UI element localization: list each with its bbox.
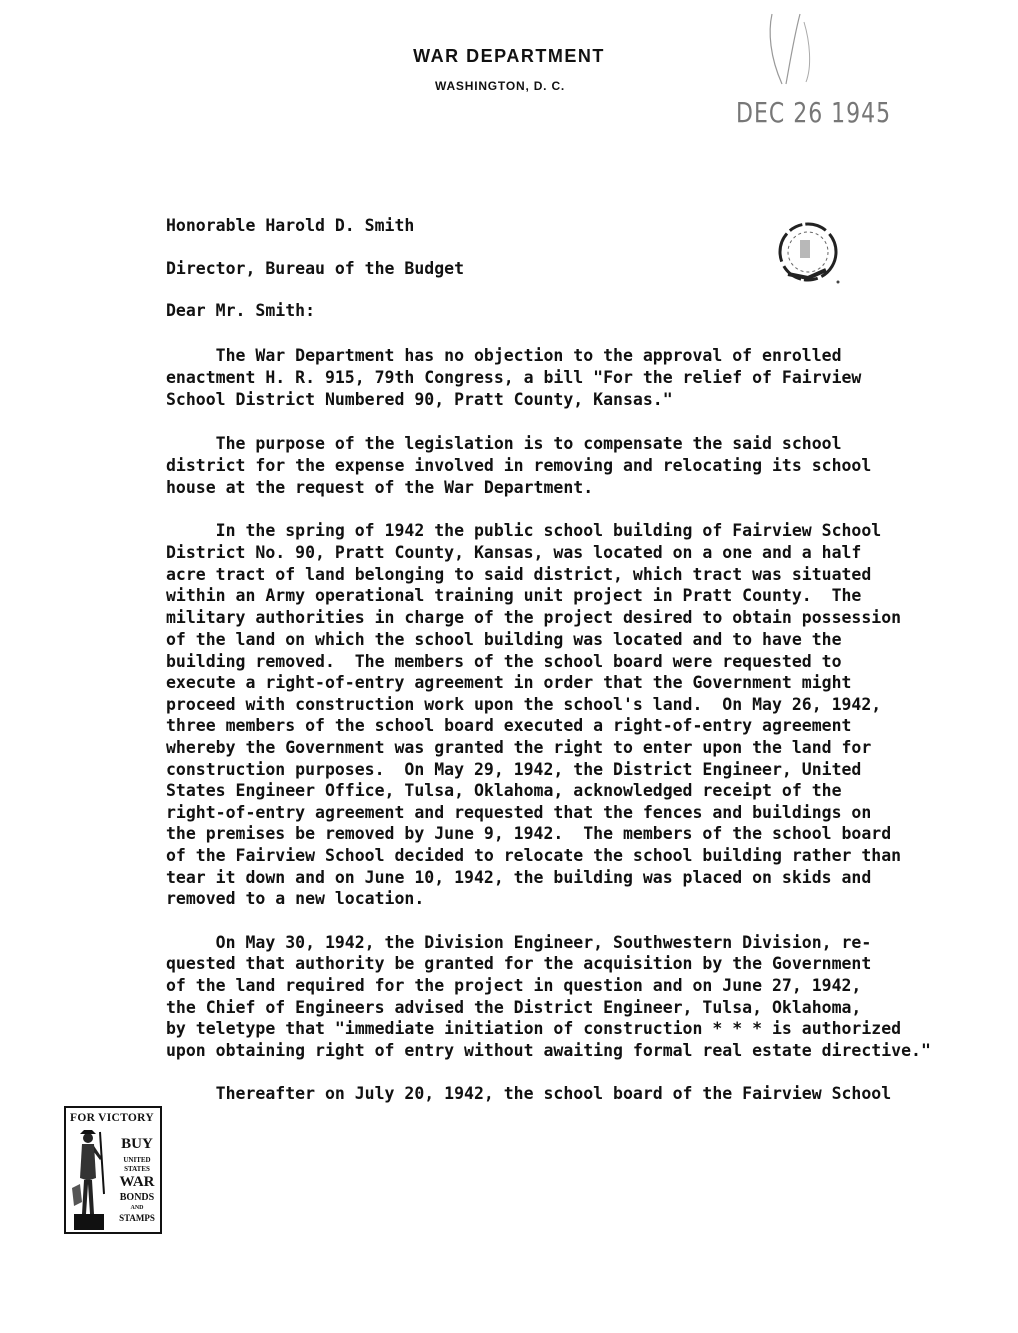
body-line: The purpose of the legislation is to compensate the said school <box>166 434 842 453</box>
body-line: On May 30, 1942, the Division Engineer, Southwestern Division, re- <box>166 933 872 952</box>
body-line: The War Department has no objection to the approval of enrolled <box>166 346 842 365</box>
body-line: within an Army operational training unit project in Pratt County. The <box>166 586 862 605</box>
victory-stamps: STAMPS <box>119 1213 155 1223</box>
minuteman-soldier-icon <box>70 1128 108 1232</box>
victory-states: STATES <box>124 1165 150 1173</box>
body-line: quested that authority be granted for the acquisition by the Government <box>166 954 872 973</box>
body-line: of the Fairview School decided to relocate the school building rather than <box>166 846 902 865</box>
body-line: the Chief of Engineers advised the District Engineer, Tulsa, Oklahoma, <box>166 998 862 1017</box>
date-received-stamp: DEC 26 1945 <box>736 98 892 130</box>
letterhead-location: WASHINGTON, D. C. <box>435 79 566 93</box>
victory-and: AND <box>130 1205 144 1211</box>
body-line: house at the request of the War Department. <box>166 478 594 497</box>
body-line: In the spring of 1942 the public school building of Fairview School <box>166 521 882 540</box>
body-line: upon obtaining right of entry without awaiting formal real estate directive." <box>166 1041 931 1060</box>
body-line: military authorities in charge of the project desired to obtain possession <box>166 608 902 627</box>
body-line: enactment H. R. 915, 79th Congress, a bill "For the relief of Fairview <box>166 368 862 387</box>
body-line: proceed with construction work upon the school's land. On May 26, 1942, <box>166 695 882 714</box>
victory-war: WAR <box>119 1174 155 1190</box>
body-line: construction purposes. On May 29, 1942, the District Engineer, United <box>166 760 862 779</box>
victory-buy: BUY <box>121 1136 153 1152</box>
addressee-title-line: Director, Bureau of the Budget <box>166 259 465 278</box>
body-line: execute a right-of-entry agreement in order that the Government might <box>166 673 852 692</box>
body-line: building removed. The members of the school board were requested to <box>166 652 842 671</box>
salutation: Dear Mr. Smith: <box>166 301 316 320</box>
body-line: tear it down and on June 10, 1942, the building was placed on skids and <box>166 868 872 887</box>
victory-bonds: BONDS <box>119 1192 155 1203</box>
body-line: removed to a new location. <box>166 889 425 908</box>
body-line: School District Numbered 90, Pratt County, Kansas." <box>166 390 673 409</box>
victory-united: UNITED <box>123 1156 151 1164</box>
body-line: of the land on which the school building was located and to have the <box>166 630 842 649</box>
body-line: three members of the school board executed a right-of-entry agreement <box>166 716 852 735</box>
victory-heading: FOR VICTORY <box>70 1112 154 1124</box>
body-line: district for the expense involved in removing and relocating its school <box>166 456 872 475</box>
addressee-line: Honorable Harold D. Smith <box>166 216 415 235</box>
body-line: States Engineer Office, Tulsa, Oklahoma, acknowledged receipt of the <box>166 781 842 800</box>
body-line: of the land required for the project in question and on June 27, 1942, <box>166 976 862 995</box>
body-line: whereby the Government was granted the right to enter upon the land for <box>166 738 872 757</box>
body-line: by teletype that "immediate initiation of construction * * * is authorized <box>166 1019 902 1038</box>
body-line: acre tract of land belonging to said district, which tract was situated <box>166 565 872 584</box>
letterhead-title: WAR DEPARTMENT <box>413 46 605 66</box>
body-line: right-of-entry agreement and requested that the fences and buildings on <box>166 803 872 822</box>
handwritten-mark <box>760 12 820 87</box>
body-line: Thereafter on July 20, 1942, the school board of the Fairview School <box>166 1084 892 1103</box>
war-bonds-emblem <box>64 1106 162 1234</box>
body-line: the premises be removed by June 9, 1942. The members of the school board <box>166 824 892 843</box>
received-seal-stamp <box>768 212 848 292</box>
body-line: District No. 90, Pratt County, Kansas, was located on a one and a half <box>166 543 862 562</box>
